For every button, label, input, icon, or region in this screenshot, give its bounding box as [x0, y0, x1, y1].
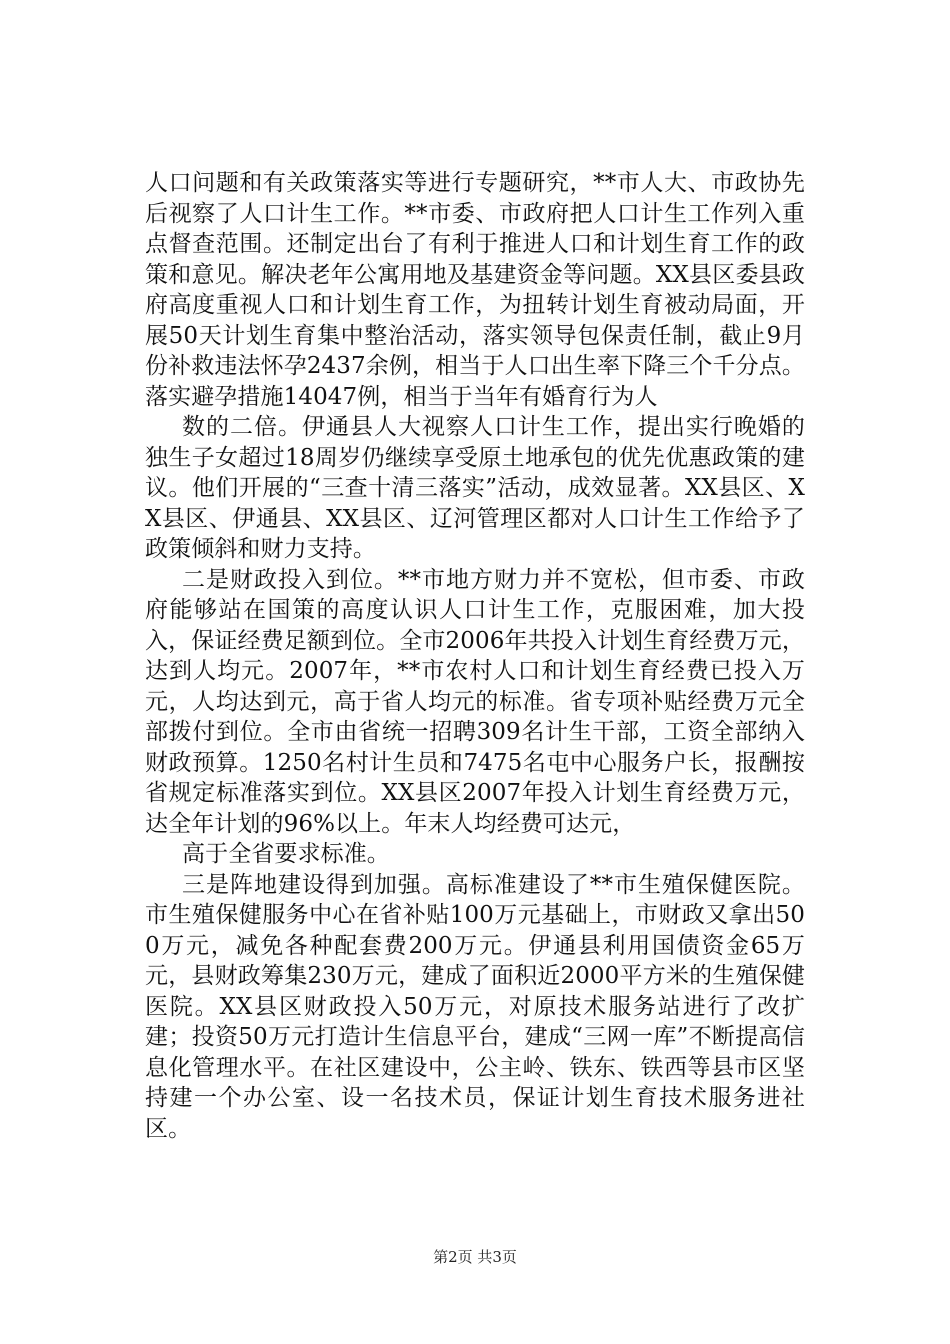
- paragraph-3: 二是财政投入到位。**市地方财力并不宽松，但市委、市政府能够站在国策的高度认识人口计生工作，克服困难，加大投入，保证经费足额到位。全市2006年共投入计划生育经费万元，达到人均元。2007年，**市农村人口和计划生育经费已投入万元，人均达到元，高于省人均元的标准。省专项补贴经费万元全部拨付到位。全市由省统一招聘309名计生干部，工资全部纳入财政预算。1250名村计生员和7475名屯中心服务户长，报酬按省规定标准落实到位。XX县区2007年投入计划生育经费万元，达全年计划的96%以上。年末人均经费可达元，: [145, 566, 805, 837]
- document-body: [145, 168, 805, 1144]
- paragraph-1: 人口问题和有关政策落实等进行专题研究，**市人大、市政协先后视察了人口计生工作。**市委、市政府把人口计生工作列入重点督查范围。还制定出台了有利于推进人口和计划生育工作的政策和意见。解决老年公寓用地及基建资金等问题。XX县区委县政府高度重视人口和计划生育工作，为扭转计划生育被动局面，开展50天计划生育集中整治活动，落实领导包保责任制，截止9月份补救违法怀孕2437余例，相当于人口出生率下降三个千分点。落实避孕措施14047例，相当于当年有婚育行为人: [145, 170, 805, 410]
- paragraph-5: 三是阵地建设得到加强。高标准建设了**市生殖保健医院。市生殖保健服务中心在省补贴100万元基础上，市财政又拿出500万元，减免各种配套费200万元。伊通县利用国债资金65万元，县财政筹集230万元，建成了面积近2000平方米的生殖保健医院。XX县区财政投入50万元，对原技术服务站进行了改扩建；投资50万元打造计生信息平台，建成“三网一库”不断提高信息化管理水平。在社区建设中，公主岭、铁东、铁西等县市区坚持建一个办公室、设一名技术员，保证计划生育技术服务进社区。: [145, 871, 805, 1142]
- paragraph-4: 高于全省要求标准。: [182, 841, 390, 867]
- paragraph-2: 数的二倍。伊通县人大视察人口计生工作，提出实行晚婚的独生子女超过18周岁仍继续享受原土地承包的优先优惠政策的建议。他们开展的“三查十清三落实”活动，成效显著。XX县区、XX县区、伊通县、XX县区、辽河管理区都对人口计生工作给予了政策倾斜和财力支持。: [145, 414, 805, 562]
- page-footer: 第2页 共3页: [433, 1248, 517, 1266]
